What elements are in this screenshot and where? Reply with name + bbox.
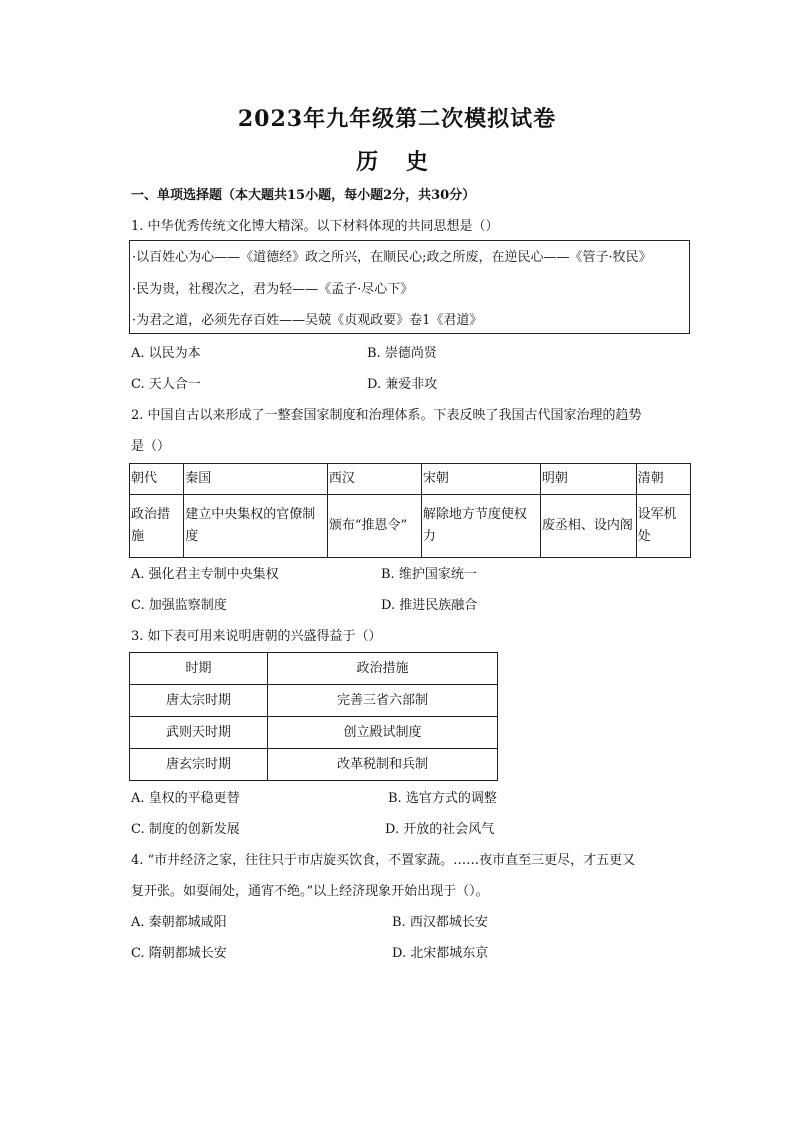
q1-quote-2: ·民为贵，社稷次之，君为轻——《孟子·尽心下》 [132,282,414,297]
table-cell: 设军机处 [636,495,690,558]
q2-table [129,463,691,558]
table-cell: 秦国 [184,464,328,495]
q4-option-d: D. 北宋都城东京 [392,946,489,961]
q1-option-b: B. 崇德尚贤 [367,346,437,361]
q2-stem-line2: 是（） [131,439,171,454]
table-cell: 朝代 [130,464,184,495]
table-cell: 创立殿试制度 [268,717,498,749]
table-cell: 完善三省六部制 [268,685,498,717]
q3-stem: 3. 如下表可用来说明唐朝的兴盛得益于（） [131,629,382,644]
exam-title: 2023年九年级第二次模拟试卷 [237,106,557,132]
table-cell: 明朝 [540,464,636,495]
section-heading: 一、单项选择题（本大题共15小题，每小题2分，共30分） [131,188,476,203]
table-cell: 改革税制和兵制 [268,749,498,781]
table-row [130,749,498,781]
q3-table [129,652,498,781]
table-cell: 唐玄宗时期 [130,749,268,781]
table-cell: 政治措施 [130,495,184,558]
q3-option-d: D. 开放的社会风气 [385,822,495,837]
table-cell: 武则天时期 [130,717,268,749]
exam-subject: 历 史 [356,149,438,175]
table-cell: 清朝 [636,464,690,495]
q3-option-c: C. 制度的创新发展 [131,822,240,837]
table-cell: 废丞相、设内阁 [540,495,636,558]
table-cell: 宋朝 [421,464,540,495]
table-cell: 解除地方节度使权力 [421,495,540,558]
q1-option-a: A. 以民为本 [131,346,201,361]
q4-option-a: A. 秦朝都城咸阳 [131,915,227,930]
q1-option-d: D. 兼爱非攻 [367,377,438,392]
table-row [130,717,498,749]
q1-quote-box [129,240,690,334]
table-cell: 唐太宗时期 [130,685,268,717]
q4-stem-line1: 4. “市井经济之家，往往只于市店旋买饮食，不置家蔬。……夜市直至三更尽，才五更又 [131,853,636,868]
table-row [130,495,691,558]
q1-quote-1: ·以百姓心为心——《道德经》政之所兴，在顺民心;政之所废，在逆民心——《管子·牧民》 [132,250,652,265]
table-cell: 颁布“推恩令” [327,495,421,558]
table-header-cell: 政治措施 [268,653,498,685]
q2-option-c: C. 加强监察制度 [131,598,227,613]
q3-option-b: B. 选官方式的调整 [388,791,497,806]
q2-option-a: A. 强化君主专制中央集权 [131,567,279,582]
q2-option-b: B. 维护国家统一 [381,567,477,582]
q1-stem: 1. 中华优秀传统文化博大精深。以下材料体现的共同思想是（） [131,219,499,234]
q4-stem-line2: 复开张。如耍闹处，通宵不绝。”以上经济现象开始出现于（）。 [131,884,489,899]
table-row [130,685,498,717]
q3-option-a: A. 皇权的平稳更替 [131,791,240,806]
table-row [130,464,691,495]
table-header-cell: 时期 [130,653,268,685]
q4-option-c: C. 隋朝都城长安 [131,946,227,961]
q4-option-b: B. 西汉都城长安 [392,915,488,930]
table-cell: 建立中央集权的官僚制度 [184,495,328,558]
q1-quote-3: ·为君之道，必须先存百姓——吴兢《贞观政要》卷1《君道》 [132,313,483,328]
q1-option-c: C. 天人合一 [131,377,201,392]
q2-stem-line1: 2. 中国自古以来形成了一整套国家制度和治理体系。下表反映了我国古代国家治理的趋势 [131,408,642,423]
q2-option-d: D. 推进民族融合 [381,598,478,613]
table-cell: 西汉 [327,464,421,495]
table-row [130,653,498,685]
